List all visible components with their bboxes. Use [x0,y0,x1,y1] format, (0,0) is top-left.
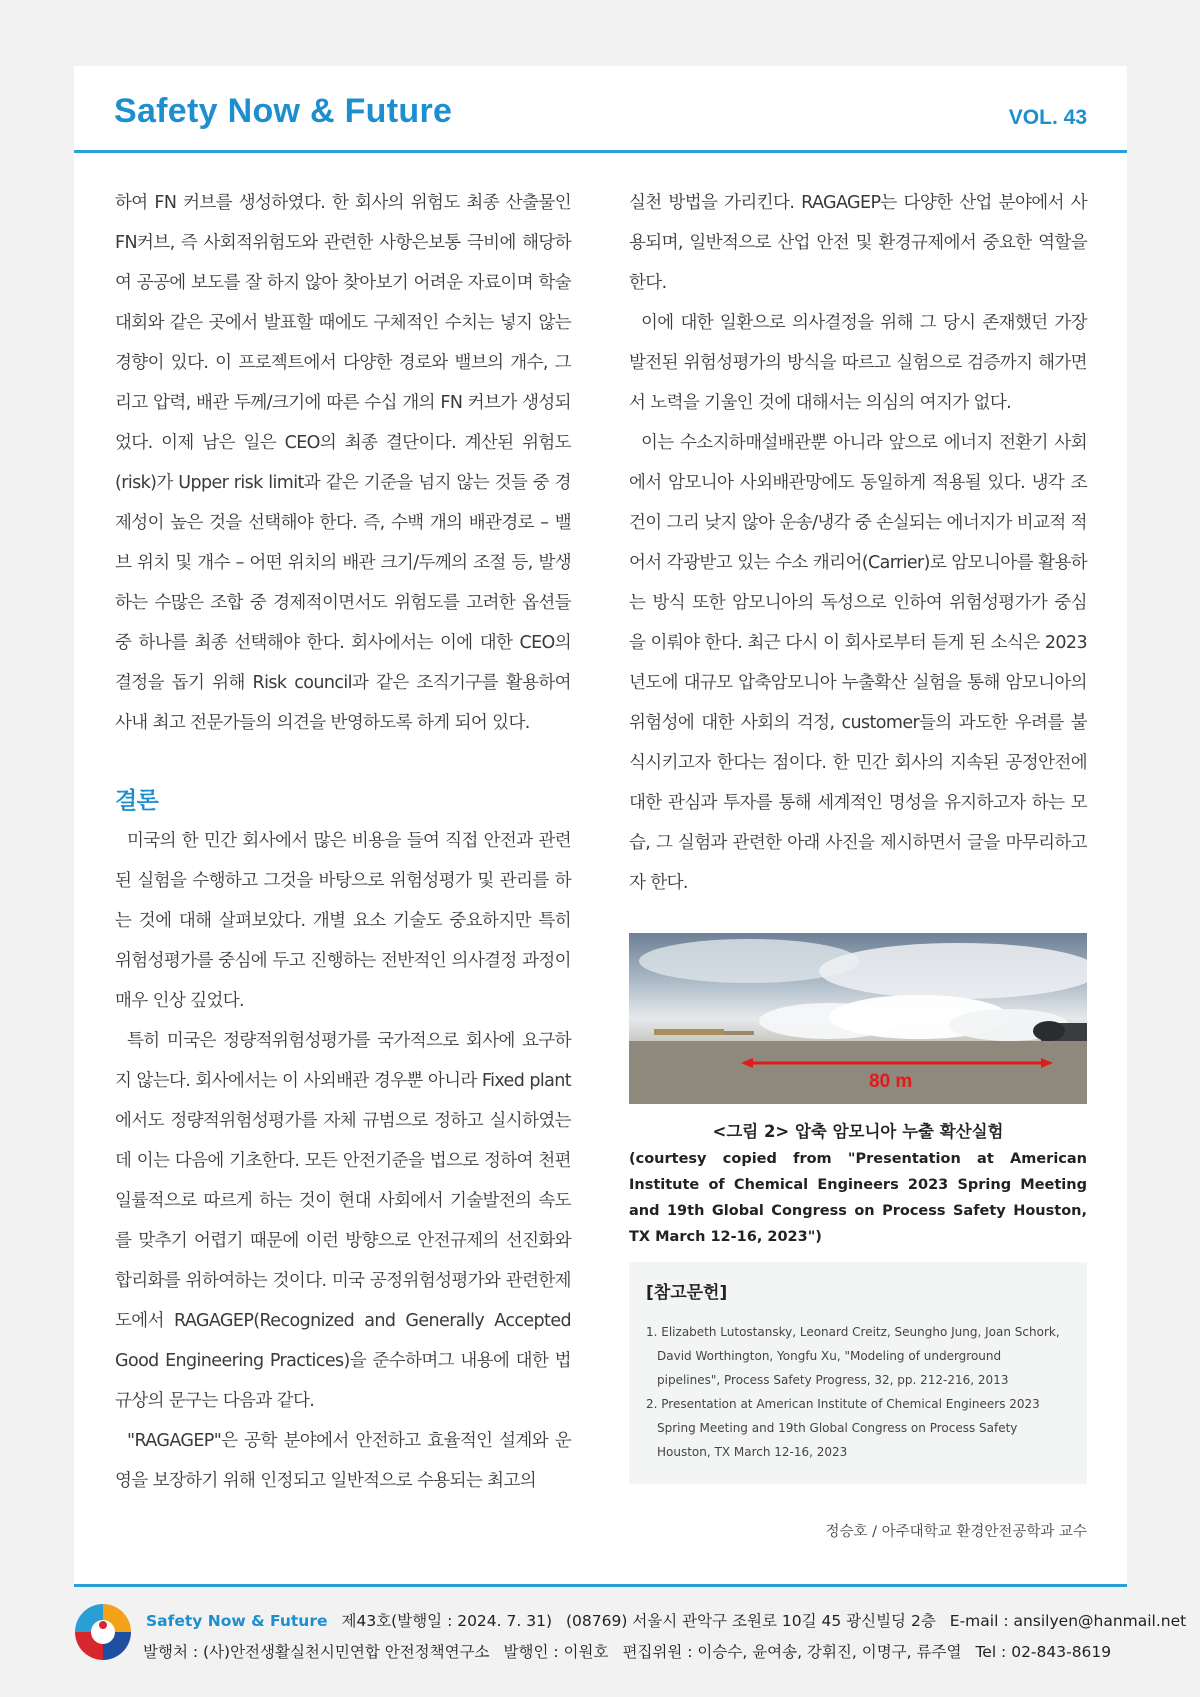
page-header [74,66,1127,153]
reference-item: 2. Presentation at American Institute of Chemical Engineers 2023 Spring Meeting and 19th Global Congress on Process Safety Houston, TX March 12-16, 2023 [646,1397,1040,1459]
footer-address: (08769) 서울시 관악구 조원로 10길 45 광신빌딩 2층 [566,1612,936,1630]
footer-publisher: 발행처 : (사)안전생활실천시민연합 안전정책연구소 [143,1643,490,1661]
distance-label: 80 m [869,1071,913,1092]
section-heading-conclusion: 결론 [115,788,159,814]
photo-illustration [629,933,1087,1104]
right-column [629,183,1087,903]
footer-email: E-mail : ansilyen@hanmail.net [949,1612,1187,1630]
footer-issuer: 발행인 : 이원호 [503,1643,609,1661]
figure-courtesy: (courtesy copied from "Presentation at American Institute of Chemical Engineers 2023 Spring Meeting and 19th Global Congress on Process Safety Houston, TX March 12-16, 2023") [629,1151,1087,1245]
footer-rule [74,1584,1127,1587]
body-paragraph: "RAGAGEP"은 공학 분야에서 안전하고 효율적인 설계와 운영을 보장하기 위해 인정되고 일반적으로 수용되는 최고의 [115,1431,571,1491]
body-paragraph: 미국의 한 민간 회사에서 많은 비용을 들여 직접 안전과 관련된 실험을 수행하고 그것을 바탕으로 위험성평가 및 관리를 하는 것에 대해 살펴보았다. 개별 요소 기술도 중요하지만 특히 위험성평가를 중심에 두고 진행하는 전반적인 의사결정 과정이 매우 인상 깊었다. [115,831,571,1011]
footer-issue: 제43호(발행일 : 2024. 7. 31) [341,1612,552,1630]
footer-brand: Safety Now & Future [146,1612,328,1630]
body-paragraph: 실천 방법을 가리킨다. RAGAGEP는 다양한 산업 분야에서 사용되며, 일반적으로 산업 안전 및 환경규제에서 중요한 역할을 한다. [629,193,1087,293]
ammonia-release-photo [629,933,1087,1104]
volume-number: VOL. 43 [1008,106,1087,129]
references-title: [참고문헌] [646,1283,728,1303]
footer-line-1 [146,1609,1186,1631]
footer-line-2 [143,1640,1111,1662]
references-list [646,1320,1066,1464]
body-paragraph: 이는 수소지하매설배관뿐 아니라 앞으로 에너지 전환기 사회에서 암모니아 사외배관망에도 동일하게 적용될 있다. 냉각 조건이 그리 낮지 않아 운송/냉각 중 손실되는 에너지가 비교적 적어서 각광받고 있는 수소 캐리어(Carrier)로 암모니아를 활용하는 방식 또한 암모니아의 독성으로 인하여 위험성평가가 중심을 이뤄야 한다. 최근 다시 이 회사로부터 듣게 된 소식은 2023년도에 대규모 압축암모니아 누출확산 실험을 통해 암모니아의 위험성에 대한 사회의 걱정, customer들의 과도한 우려를 불식시키고자 한다는 점이다. 한 민간 회사의 지속된 공정안전에 대한 관심과 투자를 통해 세계적인 명성을 유지하고자 하는 모습, 그 실험과 관련한 아래 사진을 제시하면서 글을 마무리하고자 한다. [629,433,1087,893]
footer-tel: Tel : 02-843-8619 [975,1643,1112,1661]
organization-logo-icon [74,1603,132,1661]
body-paragraph: 하여 FN 커브를 생성하였다. 한 회사의 위험도 최종 산출물인 FN커브, 즉 사회적위험도와 관련한 사항은보통 극비에 해당하여 공공에 보도를 잘 하지 않아 찾아보기 어려운 자료이며 학술대회와 같은 곳에서 발표할 때에도 구체적인 수치는 넣지 않는 경향이 있다. 이 프로젝트에서 다양한 경로와 밸브의 개수, 그리고 압력, 배관 두께/크기에 따른 수십 개의 FN 커브가 생성되었다. 이제 남은 일은 CEO의 최종 결단이다. 계산된 위험도(risk)가 Upper risk limit과 같은 기준을 넘지 않는 것들 중 경제성이 높은 것을 선택해야 한다. 즉, 수백 개의 배관경로 – 밸브 위치 및 개수 – 어떤 위치의 배관 크기/두께의 조절 등, 발생하는 수많은 조합 중 경제적이면서도 위험도를 고려한 옵션들 중 하나를 최종 선택해야 한다. 회사에서는 이에 대한 CEO의 결정을 돕기 위해 Risk council과 같은 조직기구를 활용하여 사내 최고 전문가들의 의견을 반영하도록 하게 되어 있다. [115,193,571,733]
newsletter-title: Safety Now & Future [114,92,453,130]
reference-item: 1. Elizabeth Lutostansky, Leonard Creitz, Seungho Jung, Joan Schork, David Worthington, Yongfu Xu, "Modeling of underground pipelines", Process Safety Progress, 32, pp. 212-216, 2013 [646,1325,1060,1387]
body-paragraph: 이에 대한 일환으로 의사결정을 위해 그 당시 존재했던 가장 발전된 위험성평가의 방식을 따르고 실험으로 검증까지 해가면서 노력을 기울인 것에 대해서는 의심의 여지가 없다. [629,313,1087,413]
figure-caption: <그림 2> 압축 암모니아 누출 확산실험 [712,1122,1004,1141]
author-credit: 정승호 / 아주대학교 환경안전공학과 교수 [825,1524,1087,1540]
references-box [629,1262,1087,1484]
body-paragraph: 특히 미국은 정량적위험성평가를 국가적으로 회사에 요구하지 않는다. 회사에서는 이 사외배관 경우뿐 아니라 Fixed plant에서도 정량적위험성평가를 자체 규범으로 정하고 실시하였는데 이는 다음에 기초한다. 모든 안전기준을 법으로 정하여 천편일률적으로 따르게 하는 것이 현대 사회에서 기술발전의 속도를 맞추기 어렵기 때문에 이런 방향으로 안전규제의 선진화와 합리화를 위하여하는 것이다. 미국 공정위험성평가와 관련한제도에서 RAGAGEP(Recognized and Generally Accepted Good Engineering Practices)을 준수하며그 내용에 대한 법규상의 문구는 다음과 같다. [115,1031,571,1411]
footer-editors: 편집위원 : 이승수, 윤여송, 강휘진, 이명구, 류주열 [622,1643,962,1661]
left-column [115,183,571,1501]
